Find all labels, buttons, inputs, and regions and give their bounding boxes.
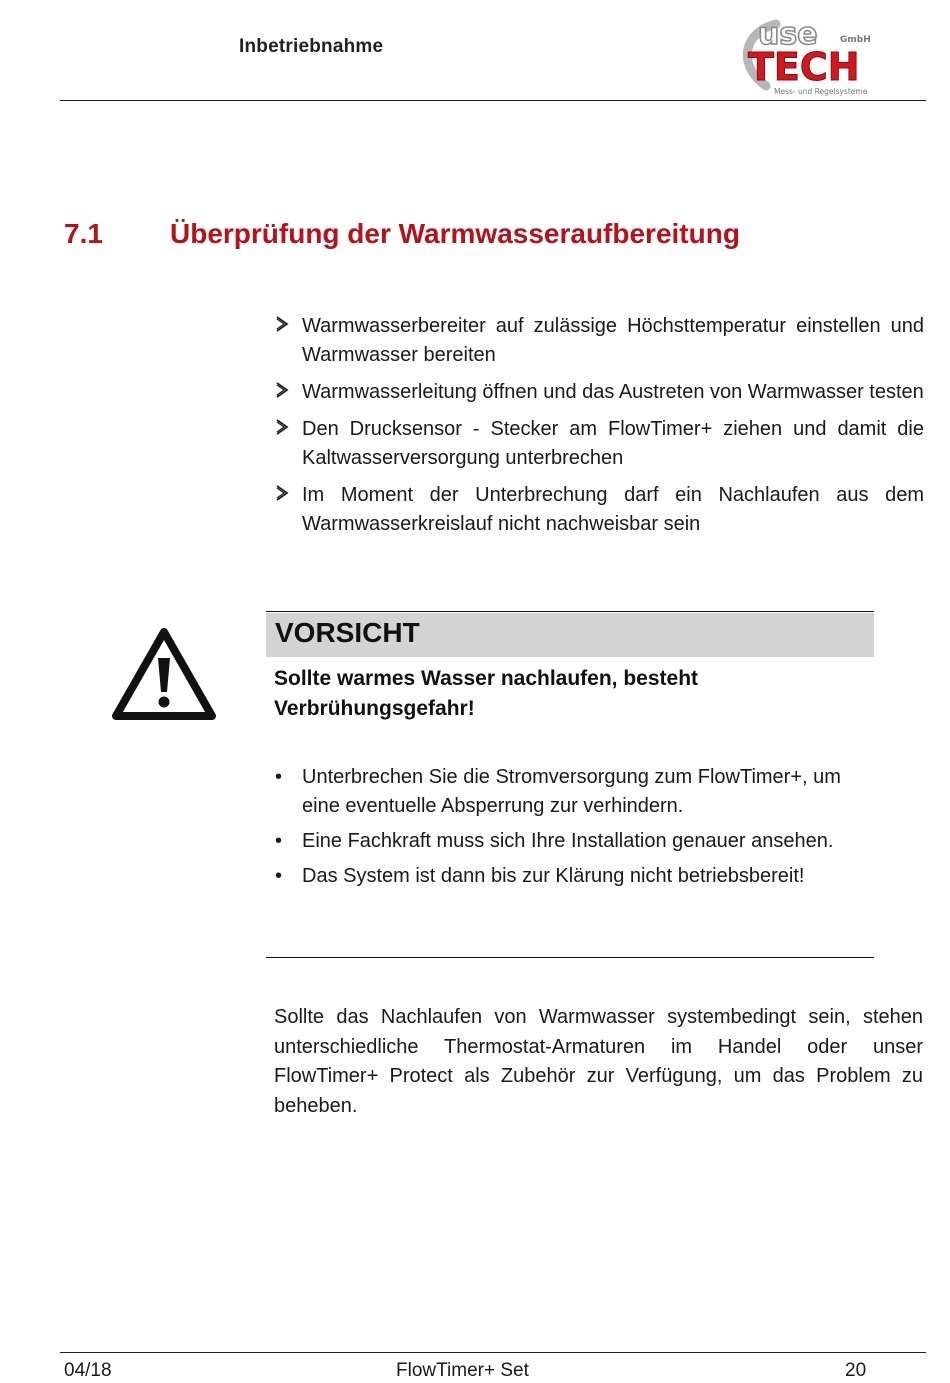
- list-item: [274, 763, 874, 821]
- warning-text: Sollte warmes Wasser nachlaufen, besteht Verbrühungsgefahr!: [274, 667, 699, 720]
- arrow-bullet-icon: [274, 481, 292, 501]
- header-title: Inbetriebnahme: [239, 36, 384, 57]
- warning-triangle-icon: [110, 626, 218, 724]
- svg-text:TECH: TECH: [748, 45, 860, 89]
- step-text: Warmwasserleitung öffnen und das Austreten von Warmwasser testen: [302, 381, 924, 403]
- list-item: [274, 481, 924, 539]
- action-text: Das System ist dann bis zur Klärung nicht betriebsbereit!: [302, 865, 805, 887]
- action-text: Eine Fachkraft muss sich Ihre Installation genauer ansehen.: [302, 830, 834, 852]
- warning-bottom-rule: [266, 957, 874, 958]
- bullet-dot-icon: •: [275, 766, 283, 788]
- footer-rule: [60, 1352, 926, 1353]
- footer-doc-title: FlowTimer+ Set: [396, 1360, 529, 1381]
- step-text: Im Moment der Unterbrechung darf ein Nachlaufen aus dem Warmwasserkreislauf nicht nachweisbar sein: [302, 484, 924, 535]
- section-number: 7.1: [64, 218, 103, 249]
- steps-list: [274, 312, 924, 547]
- svg-text:Mess- und Regelsysteme: Mess- und Regelsysteme: [774, 87, 868, 96]
- svg-text:use: use: [758, 17, 818, 52]
- list-item: [274, 312, 924, 370]
- body-paragraph: Sollte das Nachlaufen von Warmwasser systembedingt sein, stehen unterschiedliche Thermostat-Armaturen im Handel oder unser FlowTimer+ Protect als Zubehör zur Verfügung, um das Problem zu beheben.: [274, 1006, 923, 1117]
- warning-label: VORSICHT: [275, 617, 420, 648]
- page-number: 20: [845, 1360, 867, 1381]
- list-item: [274, 415, 924, 473]
- arrow-bullet-icon: [274, 378, 292, 398]
- svg-text:GmbH: GmbH: [840, 35, 871, 45]
- section-title: Überprüfung der Warmwasseraufbereitung: [170, 218, 740, 249]
- usetech-logo: [736, 14, 876, 102]
- header-rule: [60, 100, 926, 101]
- warning-top-rule: [266, 611, 874, 612]
- arrow-bullet-icon: [274, 415, 292, 435]
- list-item: [274, 827, 874, 856]
- warning-actions-list: [274, 763, 874, 897]
- bullet-dot-icon: •: [275, 830, 283, 852]
- list-item: [274, 378, 924, 407]
- bullet-dot-icon: •: [275, 865, 283, 887]
- action-text: Unterbrechen Sie die Stromversorgung zum FlowTimer+, um eine eventuelle Absperrung zur verhindern.: [302, 766, 841, 817]
- step-text: Den Drucksensor - Stecker am FlowTimer+ ziehen und damit die Kaltwasserversorgung unterbrechen: [302, 418, 924, 469]
- footer-date: 04/18: [64, 1360, 112, 1381]
- list-item: [274, 862, 874, 891]
- arrow-bullet-icon: [274, 312, 292, 332]
- step-text: Warmwasserbereiter auf zulässige Höchsttemperatur einstellen und Warmwasser bereiten: [302, 315, 924, 366]
